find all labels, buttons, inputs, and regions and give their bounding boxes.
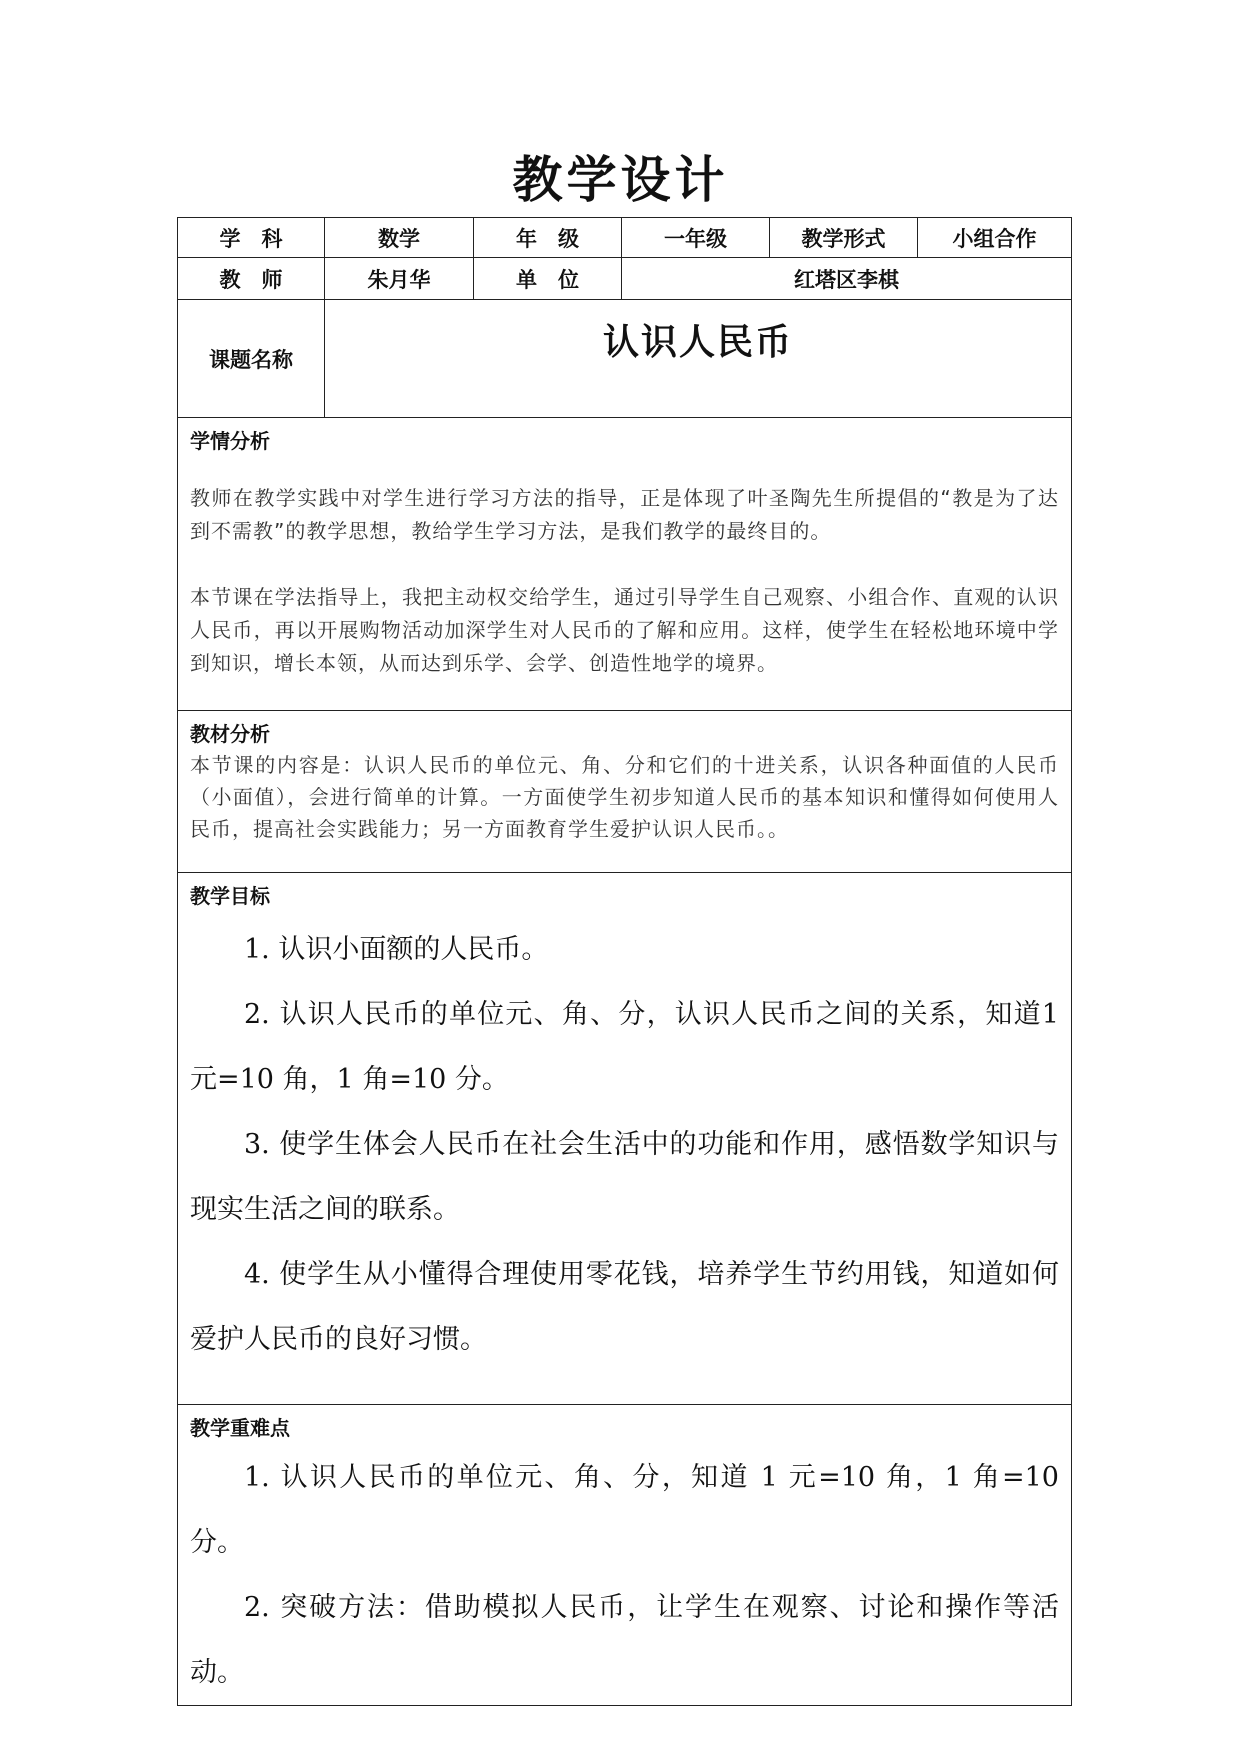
lesson-design-table — [177, 217, 1072, 1706]
paragraph: 本节课在学法指导上，我把主动权交给学生，通过引导学生自己观察、小组合作、直观的认识人民币，再以开展购物活动加深学生对人民币的了解和应用。这样，使学生在轻松地环境中学到知识，增长本领，从而达到乐学、会学、创造性地学的境界。 — [190, 585, 1059, 675]
key-point-item: 1. 认识人民币的单位元、角、分，知道 1 元=10 角，1 角=10 分。 — [190, 1462, 1059, 1558]
key-points-row — [178, 1405, 1072, 1706]
section-heading: 教学目标 — [190, 884, 270, 908]
objective-item: 4. 使学生从小懂得合理使用零花钱，培养学生节约用钱，知道如何爱护人民币的良好习惯。 — [190, 1259, 1059, 1355]
objectives-row — [178, 873, 1072, 1405]
grade-label: 年 级 — [474, 218, 622, 258]
grade-value: 一年级 — [622, 218, 770, 258]
paragraph: 本节课的内容是：认识人民币的单位元、角、分和它们的十进关系，认识各种面值的人民币（小面值），会进行简单的计算。一方面使学生初步知道人民币的基本知识和懂得如何使用人民币，提高社会实践能力；另一方面教育学生爱护认识人民币。。 — [190, 753, 1059, 841]
topic-label: 课题名称 — [178, 300, 325, 418]
objective-item: 3. 使学生体会人民币在社会生活中的功能和作用，感悟数学知识与现实生活之间的联系。 — [190, 1129, 1059, 1225]
form-label: 教学形式 — [770, 218, 918, 258]
objectives-section — [178, 873, 1072, 1405]
teacher-value: 朱月华 — [325, 258, 474, 300]
document-title: 教学设计 — [512, 151, 729, 209]
paragraph: 教师在教学实践中对学生进行学习方法的指导，正是体现了叶圣陶先生所提倡的“教是为了达到不需教”的教学思想，教给学生学习方法，是我们教学的最终目的。 — [190, 486, 1059, 543]
topic-value: 认识人民币 — [325, 300, 1072, 418]
objective-item: 1. 认识小面额的人民币。 — [244, 934, 549, 965]
key-point-item: 2. 突破方法：借助模拟人民币，让学生在观察、讨论和操作等活动。 — [190, 1592, 1059, 1688]
header-row-2 — [178, 258, 1072, 300]
material-analysis-row — [178, 711, 1072, 873]
material-analysis-section — [178, 711, 1072, 873]
objective-item: 2. 认识人民币的单位元、角、分，认识人民币之间的关系，知道1 元=10 角，1 角=10 分。 — [190, 999, 1059, 1095]
section-heading: 学情分析 — [190, 429, 270, 453]
form-value: 小组合作 — [918, 218, 1072, 258]
student-analysis-row — [178, 418, 1072, 711]
teacher-label: 教 师 — [178, 258, 325, 300]
subject-value: 数学 — [325, 218, 474, 258]
student-analysis-section — [178, 418, 1072, 711]
unit-value: 红塔区李棋 — [622, 258, 1072, 300]
topic-row — [178, 300, 1072, 418]
key-points-section — [178, 1405, 1072, 1706]
section-heading: 教学重难点 — [190, 1416, 290, 1440]
section-heading: 教材分析 — [190, 722, 270, 746]
subject-label: 学 科 — [178, 218, 325, 258]
unit-label: 单 位 — [474, 258, 622, 300]
header-row-1 — [178, 218, 1072, 258]
